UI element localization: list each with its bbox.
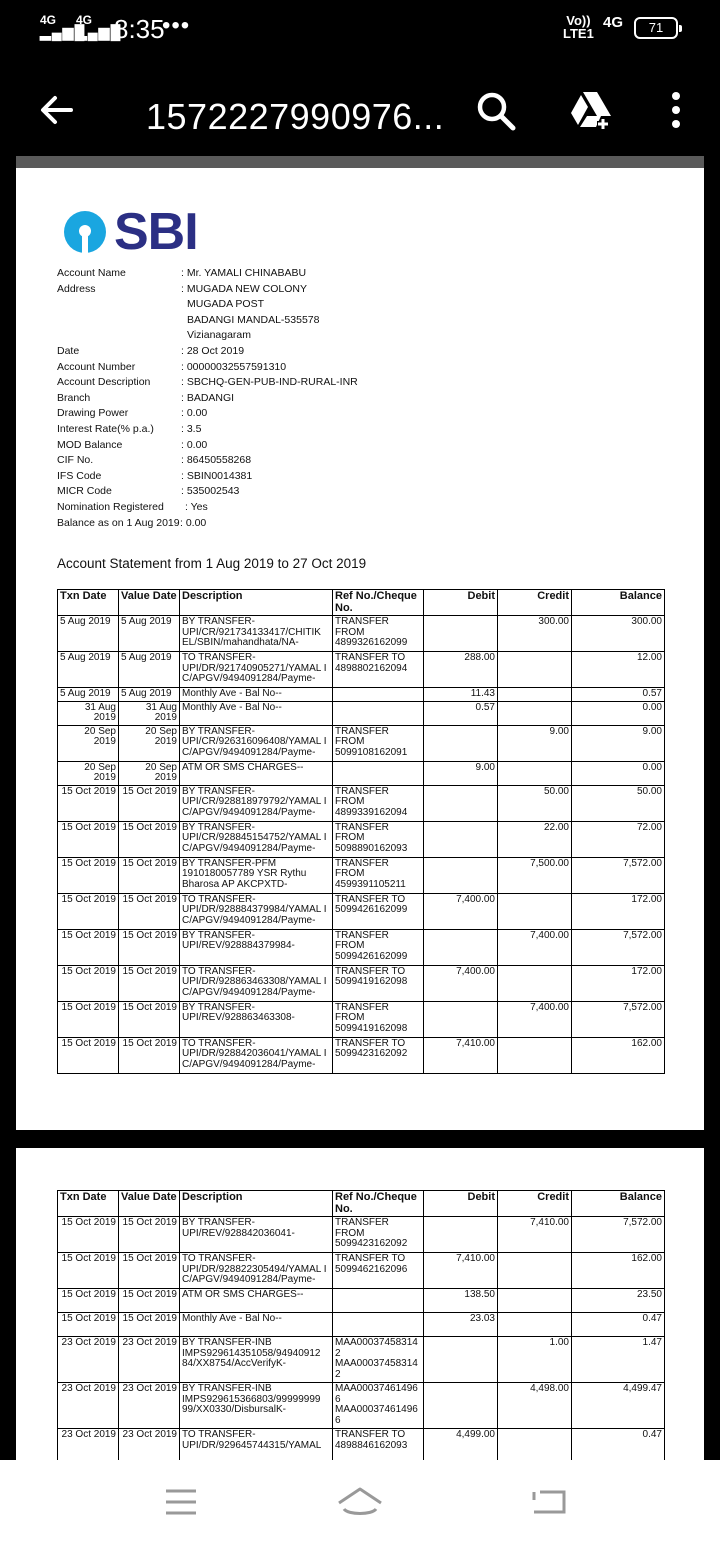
credit-cell	[498, 965, 572, 1001]
debit-cell: 138.50	[424, 1289, 498, 1313]
credit-cell: 50.00	[498, 785, 572, 821]
account-info-label: Account Name	[57, 267, 126, 279]
description-cell: BY TRANSFER-UPI/CR/926316096408/YAMAL I C/APGV/9494091284/Payme-	[180, 725, 333, 761]
txn-date-cell: 31 Aug 2019	[58, 701, 119, 725]
account-info-value: : 0.00	[180, 516, 207, 529]
ref-cell: TRANSFER TO 5099419162098	[333, 965, 424, 1001]
credit-cell: 7,410.00	[498, 1217, 572, 1253]
battery-icon: 71	[634, 17, 678, 39]
credit-cell: 4,498.00	[498, 1383, 572, 1429]
table-row	[58, 1289, 665, 1313]
account-info-value: : 0.00	[181, 438, 208, 451]
description-cell: Monthly Ave - Bal No--	[180, 1313, 333, 1337]
credit-cell: 22.00	[498, 821, 572, 857]
txn-date-cell: 15 Oct 2019	[58, 857, 119, 893]
col-header-txn-date: Txn Date	[58, 1191, 119, 1217]
txn-date-cell: 15 Oct 2019	[58, 1037, 119, 1073]
debit-cell	[424, 1337, 498, 1383]
home-icon[interactable]	[336, 1486, 384, 1523]
debit-cell: 9.00	[424, 761, 498, 785]
description-cell: TO TRANSFER-UPI/DR/929645744315/YAMAL	[180, 1429, 333, 1461]
credit-cell	[498, 701, 572, 725]
value-date-cell: 15 Oct 2019	[119, 1289, 180, 1313]
value-date-cell: 23 Oct 2019	[119, 1383, 180, 1429]
ref-cell: TRANSFER FROM 5098890162093	[333, 821, 424, 857]
balance-cell: 172.00	[572, 893, 665, 929]
debit-cell: 11.43	[424, 688, 498, 702]
debit-cell: 7,400.00	[424, 893, 498, 929]
ref-cell	[333, 688, 424, 702]
credit-cell	[498, 1289, 572, 1313]
table-row	[58, 1429, 665, 1461]
value-date-cell: 15 Oct 2019	[119, 1001, 180, 1037]
credit-cell	[498, 1037, 572, 1073]
table-row	[58, 688, 665, 702]
txn-date-cell: 5 Aug 2019	[58, 616, 119, 652]
debit-cell: 7,410.00	[424, 1037, 498, 1073]
credit-cell	[498, 761, 572, 785]
ref-cell: TRANSFER FROM 4599391105211	[333, 857, 424, 893]
debit-cell: 7,410.00	[424, 1253, 498, 1289]
back-arrow-icon[interactable]	[38, 92, 74, 133]
description-cell: BY TRANSFER-UPI/CR/928845154752/YAMAL I C/APGV/9494091284/Payme-	[180, 821, 333, 857]
description-cell: BY TRANSFER-UPI/REV/928842036041-	[180, 1217, 333, 1253]
menu-icon[interactable]	[164, 1488, 198, 1521]
col-header-balance: Balance	[572, 1191, 665, 1217]
balance-cell: 0.00	[572, 761, 665, 785]
back-icon[interactable]	[530, 1488, 568, 1521]
value-date-cell: 5 Aug 2019	[119, 688, 180, 702]
value-date-cell: 15 Oct 2019	[119, 1253, 180, 1289]
account-info-label: Account Description	[57, 376, 151, 389]
more-vert-icon[interactable]	[666, 90, 686, 135]
sbi-logo-text: SBI	[114, 203, 198, 261]
ref-cell: TRANSFER TO 5099423162092	[333, 1037, 424, 1073]
value-date-cell: 15 Oct 2019	[119, 893, 180, 929]
account-info-label: Address	[57, 282, 96, 295]
account-info-label: Interest Rate(% p.a.)	[57, 422, 154, 435]
balance-cell: 162.00	[572, 1253, 665, 1289]
debit-cell	[424, 1217, 498, 1253]
account-info-label: Drawing Power	[57, 407, 129, 420]
balance-cell: 9.00	[572, 725, 665, 761]
balance-cell: 7,572.00	[572, 1001, 665, 1037]
account-info-value: : Mr. YAMALI CHINABABU	[181, 267, 307, 279]
col-header-value-date: Value Date	[119, 590, 180, 616]
description-cell: TO TRANSFER-UPI/DR/928884379984/YAMAL I C/APGV/9494091284/Payme-	[180, 893, 333, 929]
drive-add-icon[interactable]	[568, 90, 614, 137]
table-row	[58, 1383, 665, 1429]
txn-date-cell: 20 Sep 2019	[58, 725, 119, 761]
table-row	[58, 1037, 665, 1073]
table-row	[58, 857, 665, 893]
col-header-txn-date: Txn Date	[58, 590, 119, 616]
description-cell: BY TRANSFER-INB IMPS929615366803/99999999 99/XX0330/DisbursalK-	[180, 1383, 333, 1429]
value-date-cell: 15 Oct 2019	[119, 785, 180, 821]
ref-cell: TRANSFER FROM 4899326162099	[333, 616, 424, 652]
value-date-cell: 23 Oct 2019	[119, 1337, 180, 1383]
debit-cell: 7,400.00	[424, 965, 498, 1001]
account-info-value: : MUGADA NEW COLONY	[181, 282, 308, 295]
txn-date-cell: 15 Oct 2019	[58, 1001, 119, 1037]
txn-date-cell: 5 Aug 2019	[58, 688, 119, 702]
balance-cell: 50.00	[572, 785, 665, 821]
ref-cell	[333, 1313, 424, 1337]
txn-date-cell: 15 Oct 2019	[58, 965, 119, 1001]
search-icon[interactable]	[475, 90, 517, 137]
description-cell: ATM OR SMS CHARGES--	[180, 761, 333, 785]
account-info-label: Branch	[57, 391, 91, 404]
balance-cell: 300.00	[572, 616, 665, 652]
sim1-label: 4G	[40, 13, 57, 27]
description-cell: ATM OR SMS CHARGES--	[180, 1289, 333, 1313]
credit-cell: 1.00	[498, 1337, 572, 1383]
credit-cell: 9.00	[498, 725, 572, 761]
description-cell: BY TRANSFER-UPI/CR/921734133417/CHITIK EL/SBIN/mahandhata/NA-	[180, 616, 333, 652]
credit-cell	[498, 893, 572, 929]
txn-date-cell: 23 Oct 2019	[58, 1383, 119, 1429]
txn-date-cell: 5 Aug 2019	[58, 652, 119, 688]
balance-cell: 0.00	[572, 701, 665, 725]
txn-date-cell: 15 Oct 2019	[58, 1313, 119, 1337]
balance-cell: 7,572.00	[572, 929, 665, 965]
account-info-value: : Yes	[185, 500, 208, 513]
description-cell: TO TRANSFER-UPI/DR/928842036041/YAMAL I C/APGV/9494091284/Payme-	[180, 1037, 333, 1073]
debit-cell	[424, 1001, 498, 1037]
credit-cell: 7,500.00	[498, 857, 572, 893]
credit-cell: 7,400.00	[498, 929, 572, 965]
table-row	[58, 965, 665, 1001]
statement-title: Account Statement from 1 Aug 2019 to 27 Oct 2019	[57, 556, 367, 571]
col-header-credit: Credit	[498, 590, 572, 616]
col-header-debit: Debit	[424, 1191, 498, 1217]
credit-cell	[498, 1253, 572, 1289]
value-date-cell: 23 Oct 2019	[119, 1429, 180, 1461]
debit-cell	[424, 616, 498, 652]
network-type: 4G	[603, 14, 624, 31]
account-info-label: IFS Code	[57, 469, 102, 482]
volte-top: Vo))	[566, 13, 591, 28]
account-info-value: MUGADA POST	[187, 298, 265, 311]
ref-cell: TRANSFER FROM 5099423162092	[333, 1217, 424, 1253]
balance-cell: 0.47	[572, 1313, 665, 1337]
account-info-label: MOD Balance	[57, 438, 123, 451]
account-info-value: BADANGI MANDAL-535578	[187, 313, 320, 326]
table-row	[58, 616, 665, 652]
col-header-ref: Ref No./Cheque No.	[333, 1191, 424, 1217]
table-row	[58, 725, 665, 761]
ref-cell	[333, 1289, 424, 1313]
table-row	[58, 1253, 665, 1289]
balance-cell: 7,572.00	[572, 857, 665, 893]
value-date-cell: 20 Sep 2019	[119, 725, 180, 761]
balance-cell: 0.47	[572, 1429, 665, 1461]
description-cell: Monthly Ave - Bal No--	[180, 688, 333, 702]
value-date-cell: 5 Aug 2019	[119, 616, 180, 652]
table-header-row	[58, 590, 665, 616]
txn-date-cell: 15 Oct 2019	[58, 821, 119, 857]
account-info-label: CIF No.	[57, 454, 94, 467]
credit-cell: 300.00	[498, 616, 572, 652]
credit-cell	[498, 1429, 572, 1461]
pdf-page-2[interactable]	[16, 1148, 704, 1460]
account-info-value: : 28 Oct 2019	[181, 344, 245, 357]
value-date-cell: 31 Aug 2019	[119, 701, 180, 725]
ref-cell: TRANSFER TO 4898846162093	[333, 1429, 424, 1461]
balance-cell: 1.47	[572, 1337, 665, 1383]
account-info-value: : 86450558268	[181, 454, 252, 467]
table-row	[58, 1337, 665, 1383]
debit-cell	[424, 785, 498, 821]
value-date-cell: 15 Oct 2019	[119, 857, 180, 893]
description-cell: BY TRANSFER-UPI/CR/928818979792/YAMAL I C/APGV/9494091284/Payme-	[180, 785, 333, 821]
description-cell: BY TRANSFER-UPI/REV/928863463308-	[180, 1001, 333, 1037]
credit-cell: 7,400.00	[498, 1001, 572, 1037]
ref-cell: TRANSFER TO 5099462162096	[333, 1253, 424, 1289]
value-date-cell: 5 Aug 2019	[119, 652, 180, 688]
balance-cell: 23.50	[572, 1289, 665, 1313]
description-cell: BY TRANSFER-PFM 1910180057789 YSR Rythu Bharosa AP AKCPXTD-	[180, 857, 333, 893]
txn-date-cell: 15 Oct 2019	[58, 1253, 119, 1289]
pdf-page-1[interactable]	[16, 168, 704, 1130]
col-header-credit: Credit	[498, 1191, 572, 1217]
ref-cell: TRANSFER TO 5099426162099	[333, 893, 424, 929]
description-cell: TO TRANSFER-UPI/DR/921740905271/YAMAL I C/APGV/9494091284/Payme-	[180, 652, 333, 688]
debit-cell	[424, 821, 498, 857]
page-divider	[16, 156, 704, 168]
account-info-value: : 00000032557591310	[181, 360, 287, 373]
system-nav-bar	[0, 1460, 720, 1544]
sim2-label: 4G	[76, 13, 93, 27]
txn-date-cell: 23 Oct 2019	[58, 1337, 119, 1383]
account-info-value: : SBCHQ-GEN-PUB-IND-RURAL-INR	[181, 376, 358, 389]
description-cell: BY TRANSFER-UPI/REV/928884379984-	[180, 929, 333, 965]
transactions-table	[57, 589, 665, 1074]
table-header-row	[58, 1191, 665, 1217]
document-title: 1572227990976...	[146, 96, 445, 137]
description-cell: Monthly Ave - Bal No--	[180, 701, 333, 725]
transactions-table-continued	[57, 1190, 665, 1460]
volte-bottom: LTE1	[563, 26, 594, 41]
table-row	[58, 1313, 665, 1337]
debit-cell	[424, 1383, 498, 1429]
txn-date-cell: 15 Oct 2019	[58, 1289, 119, 1313]
col-header-debit: Debit	[424, 590, 498, 616]
clock: 8:35	[114, 14, 165, 44]
table-row	[58, 929, 665, 965]
txn-date-cell: 15 Oct 2019	[58, 893, 119, 929]
account-info-value: : 0.00	[181, 407, 208, 420]
txn-date-cell: 15 Oct 2019	[58, 929, 119, 965]
ref-cell	[333, 761, 424, 785]
debit-cell: 0.57	[424, 701, 498, 725]
account-info-value: Vizianagaram	[187, 329, 252, 342]
ref-cell: TRANSFER FROM 4899339162094	[333, 785, 424, 821]
table-row	[58, 1001, 665, 1037]
value-date-cell: 15 Oct 2019	[119, 929, 180, 965]
account-info-value: : BADANGI	[181, 391, 235, 404]
balance-cell: 4,499.47	[572, 1383, 665, 1429]
volte-indicator	[563, 14, 594, 40]
app-toolbar	[0, 60, 720, 160]
credit-cell	[498, 688, 572, 702]
value-date-cell: 15 Oct 2019	[119, 821, 180, 857]
description-cell: TO TRANSFER-UPI/DR/928863463308/YAMAL I C/APGV/9494091284/Payme-	[180, 965, 333, 1001]
sbi-logo-icon	[64, 211, 106, 253]
txn-date-cell: 23 Oct 2019	[58, 1429, 119, 1461]
description-cell: BY TRANSFER-INB IMPS929614351058/94940912 84/XX8754/AccVerifyK-	[180, 1337, 333, 1383]
value-date-cell: 15 Oct 2019	[119, 965, 180, 1001]
ref-cell: MAA00037461496 6 MAA00037461496 6	[333, 1383, 424, 1429]
txn-date-cell: 20 Sep 2019	[58, 761, 119, 785]
ref-cell: TRANSFER FROM 5099426162099	[333, 929, 424, 965]
debit-cell	[424, 725, 498, 761]
debit-cell	[424, 857, 498, 893]
balance-cell: 72.00	[572, 821, 665, 857]
value-date-cell: 15 Oct 2019	[119, 1037, 180, 1073]
ref-cell: TRANSFER TO 4898802162094	[333, 652, 424, 688]
table-row	[58, 821, 665, 857]
balance-cell: 12.00	[572, 652, 665, 688]
balance-cell: 7,572.00	[572, 1217, 665, 1253]
col-header-description: Description	[180, 1191, 333, 1217]
value-date-cell: 20 Sep 2019	[119, 761, 180, 785]
table-row	[58, 761, 665, 785]
description-cell: TO TRANSFER-UPI/DR/928822305494/YAMAL I C/APGV/9494091284/Payme-	[180, 1253, 333, 1289]
account-info-label: Balance as on 1 Aug 2019	[57, 516, 180, 529]
debit-cell	[424, 929, 498, 965]
txn-date-cell: 15 Oct 2019	[58, 785, 119, 821]
credit-cell	[498, 1313, 572, 1337]
ref-cell: TRANSFER FROM 5099108162091	[333, 725, 424, 761]
value-date-cell: 15 Oct 2019	[119, 1313, 180, 1337]
debit-cell: 4,499.00	[424, 1429, 498, 1461]
account-info-label: Nomination Registered	[57, 500, 164, 513]
status-bar	[0, 0, 720, 60]
account-info-value: : 535002543	[181, 485, 240, 498]
col-header-ref: Ref No./Cheque No.	[333, 590, 424, 616]
table-row	[58, 701, 665, 725]
table-row	[58, 1217, 665, 1253]
sim1-signal-icon: 4G ▂▄▆█	[40, 13, 86, 40]
table-row	[58, 652, 665, 688]
sim2-signal-icon: 4G ▂▄▆█	[76, 13, 122, 40]
ref-cell: TRANSFER FROM 5099419162098	[333, 1001, 424, 1037]
col-header-description: Description	[180, 590, 333, 616]
account-info-label: MICR Code	[57, 485, 112, 498]
ref-cell	[333, 701, 424, 725]
notification-dots: •••	[162, 12, 191, 39]
debit-cell: 23.03	[424, 1313, 498, 1337]
debit-cell: 288.00	[424, 652, 498, 688]
credit-cell	[498, 652, 572, 688]
ref-cell: MAA00037458314 2 MAA00037458314 2	[333, 1337, 424, 1383]
account-info-label: Account Number	[57, 360, 136, 373]
table-row	[58, 893, 665, 929]
txn-date-cell: 15 Oct 2019	[58, 1217, 119, 1253]
col-header-value-date: Value Date	[119, 1191, 180, 1217]
balance-cell: 0.57	[572, 688, 665, 702]
balance-cell: 172.00	[572, 965, 665, 1001]
balance-cell: 162.00	[572, 1037, 665, 1073]
value-date-cell: 15 Oct 2019	[119, 1217, 180, 1253]
account-info-value: : SBIN0014381	[181, 469, 253, 482]
table-row	[58, 785, 665, 821]
col-header-balance: Balance	[572, 590, 665, 616]
account-info-label: Date	[57, 344, 80, 357]
account-info-value: : 3.5	[181, 422, 202, 435]
